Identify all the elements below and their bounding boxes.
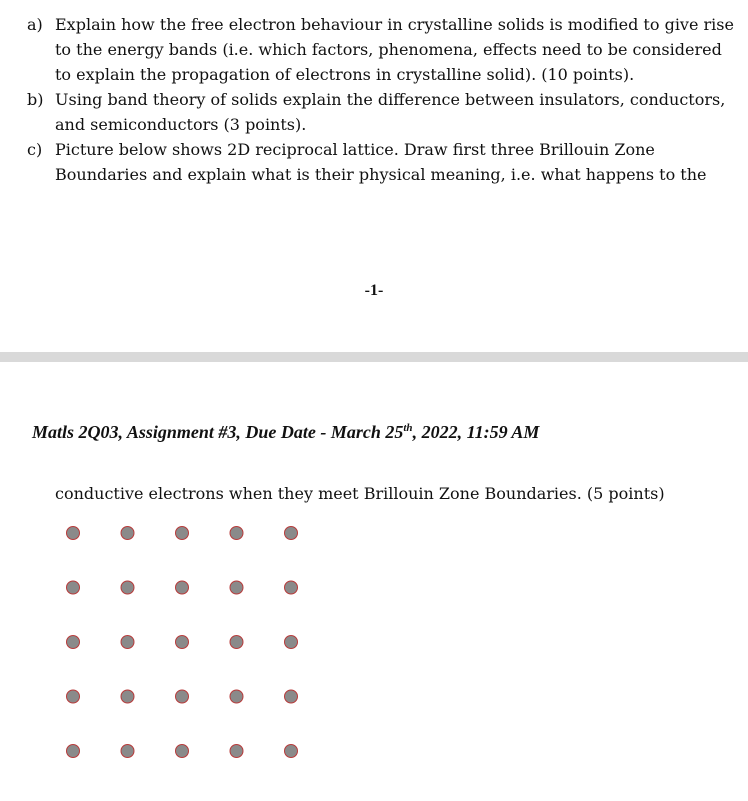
header-superscript: th <box>403 422 413 434</box>
lattice-point <box>67 745 80 758</box>
lattice-point <box>176 690 189 703</box>
page-separator <box>0 352 748 362</box>
question-c-marker: c) <box>27 140 43 159</box>
question-b <box>0 87 748 137</box>
lattice-point <box>67 581 80 594</box>
lattice-point <box>230 527 243 540</box>
question-a <box>0 12 748 87</box>
page-2 <box>0 362 748 801</box>
lattice-point <box>121 636 134 649</box>
lattice-point <box>121 527 134 540</box>
lattice-point <box>230 636 243 649</box>
question-c-text: Picture below shows 2D reciprocal lattice. Draw first three Brillouin Zone Boundaries and explain what is their physical meaning, i.e. what happens to the <box>55 140 707 184</box>
lattice-point <box>67 527 80 540</box>
lattice-point <box>285 690 298 703</box>
lattice-point <box>285 527 298 540</box>
question-c-continuation: conductive electrons when they meet Brillouin Zone Boundaries. (5 points) <box>55 484 665 503</box>
lattice-point <box>176 581 189 594</box>
lattice-point <box>67 636 80 649</box>
lattice-point <box>285 636 298 649</box>
lattice-point <box>121 581 134 594</box>
lattice-point <box>285 745 298 758</box>
page-1 <box>0 0 748 352</box>
question-a-marker: a) <box>27 15 43 34</box>
lattice-point <box>176 527 189 540</box>
header-suffix: , 2022, 11:59 AM <box>412 422 540 442</box>
lattice-point <box>176 636 189 649</box>
page-number: -1- <box>364 282 384 299</box>
lattice-point <box>230 745 243 758</box>
question-b-marker: b) <box>27 90 44 109</box>
lattice-point <box>121 690 134 703</box>
lattice-point <box>176 745 189 758</box>
question-c <box>0 137 748 187</box>
reciprocal-lattice-figure <box>0 362 748 801</box>
question-a-text: Explain how the free electron behaviour in crystalline solids is modified to give rise to the energy bands (i.e. which factors, phenomena, effects need to be considered to explain the propagation of electrons in crystalline solid). (10 points). <box>55 15 734 84</box>
question-list <box>0 12 748 187</box>
header-prefix: Matls 2Q03, Assignment #3, Due Date - March 25 <box>32 422 404 442</box>
lattice-point <box>285 581 298 594</box>
lattice-point <box>67 690 80 703</box>
lattice-point <box>230 690 243 703</box>
question-b-text: Using band theory of solids explain the difference between insulators, conductors, and semiconductors (3 points). <box>55 90 726 134</box>
lattice-point <box>230 581 243 594</box>
lattice-point <box>121 745 134 758</box>
